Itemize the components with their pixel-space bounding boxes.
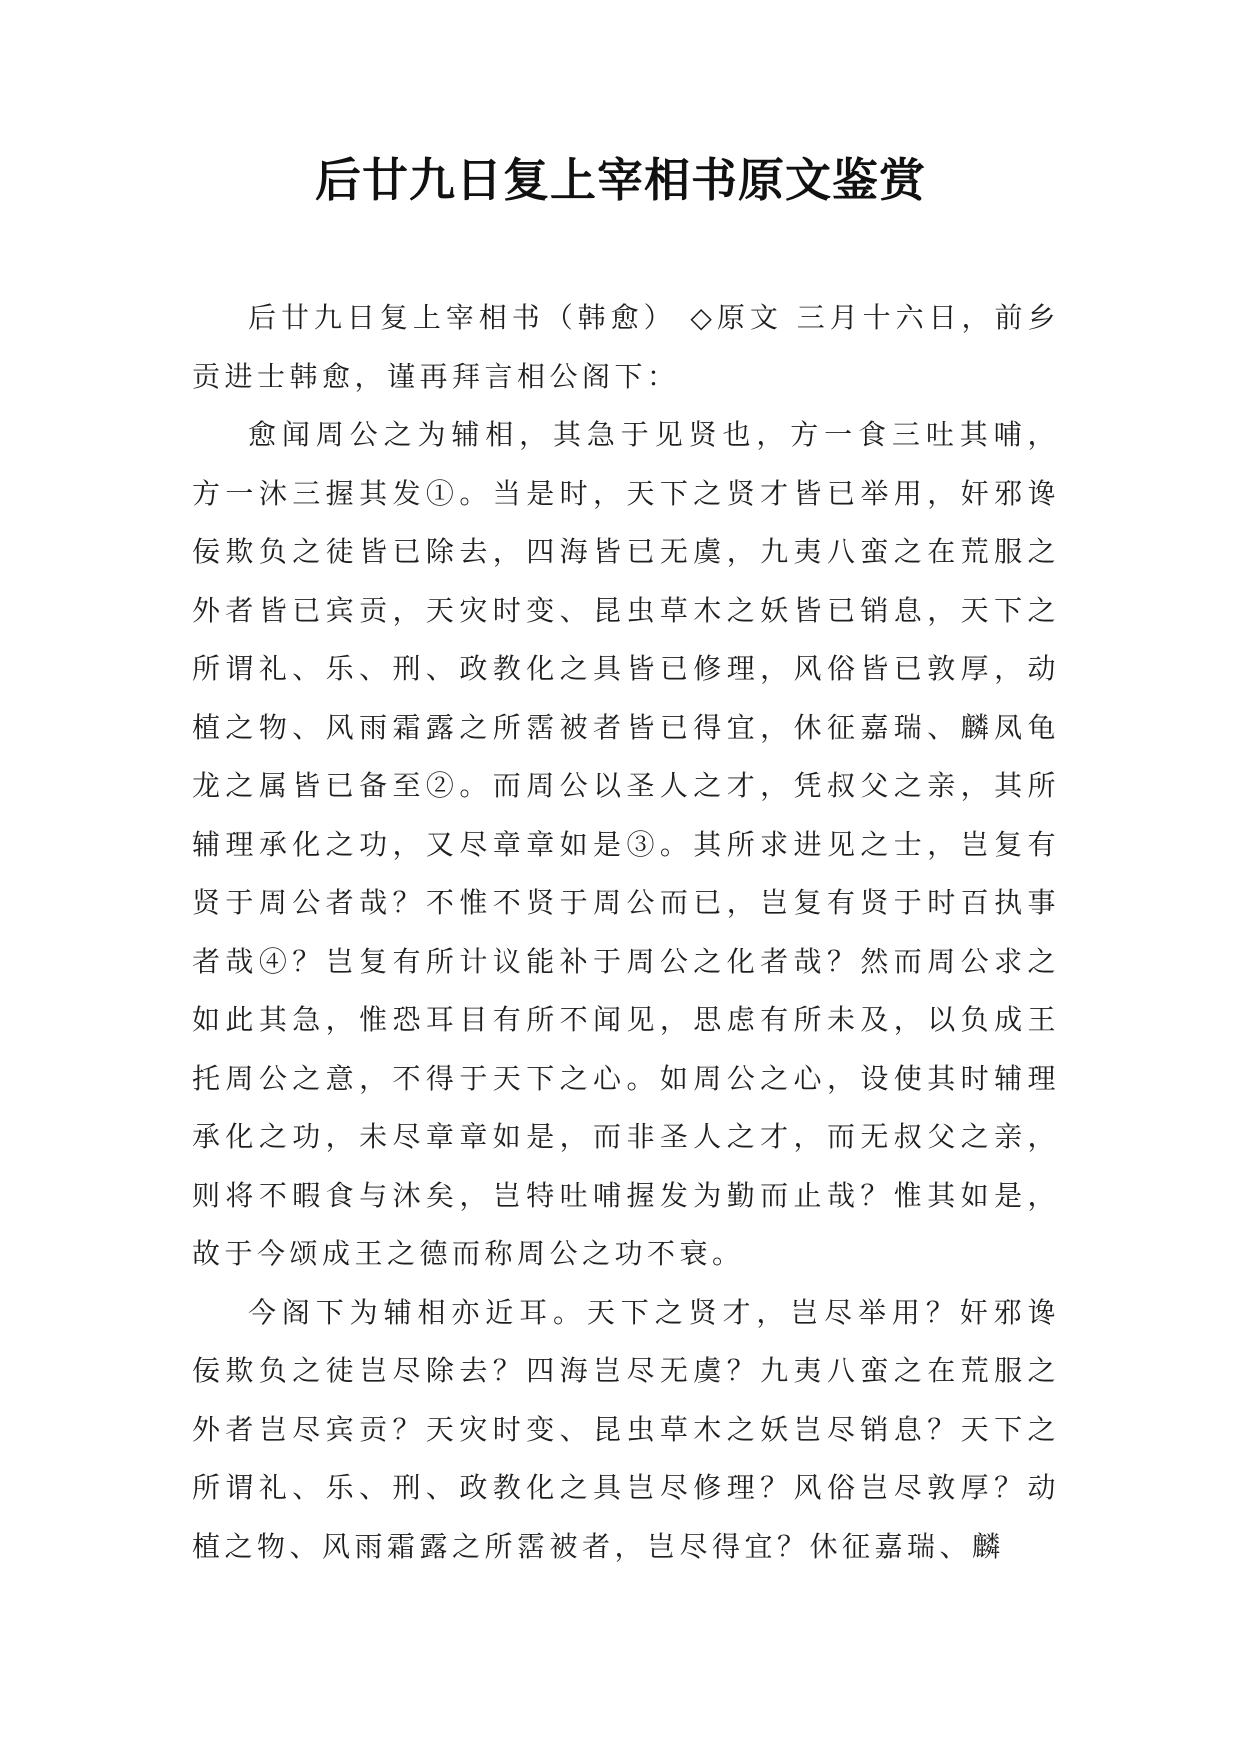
paragraph-gexia: 今阁下为辅相亦近耳。天下之贤才，岂尽举用？奸邪谗佞欺负之徒岂尽除去？四海岂尽无虞？九夷八蛮之在荒服之外者岂尽宾贡？天灾时变、昆虫草木之妖岂尽销息？天下之所谓礼、乐、刑、政教化之具岂尽修理？风俗岂尽敦厚？动植之物、风雨霜露之所霑被者，岂尽得宜？休征嘉瑞、麟 [192, 1295, 1060, 1563]
document-body [192, 289, 1060, 1576]
paragraph-intro: 后廿九日复上宰相书（韩愈） ◇原文 三月十六日，前乡贡进士韩愈，谨再拜言相公阁下： [192, 301, 1060, 393]
paragraph-zhougong: 愈闻周公之为辅相，其急于见贤也，方一食三吐其哺，方一沐三握其发①。当是时，天下之贤才皆已举用，奸邪谗佞欺负之徒皆已除去，四海皆已无虞，九夷八蛮之在荒服之外者皆已宾贡，天灾时变、昆虫草木之妖皆已销息，天下之所谓礼、乐、刑、政教化之具皆已修理，风俗皆已敦厚，动植之物、风雨霜露之所霑被者皆已得宜，休征嘉瑞、麟凤龟龙之属皆已备至②。而周公以圣人之才，凭叔父之亲，其所辅理承化之功，又尽章章如是③。其所求进见之士，岂复有贤于周公者哉？不惟不贤于周公而已，岂复有贤于时百执事者哉④？岂复有所计议能补于周公之化者哉？然而周公求之如此其急，惟恐耳目有所不闻见，思虑有所未及，以负成王托周公之意，不得于天下之心。如周公之心，设使其时辅理承化之功，未尽章章如是，而非圣人之才，而无叔父之亲，则将不暇食与沐矣，岂特吐哺握发为勤而止哉？惟其如是，故于今颂成王之德而称周公之功不衰。 [192, 418, 1060, 1270]
document-title: 后廿九日复上宰相书原文鉴赏 [315, 153, 926, 207]
